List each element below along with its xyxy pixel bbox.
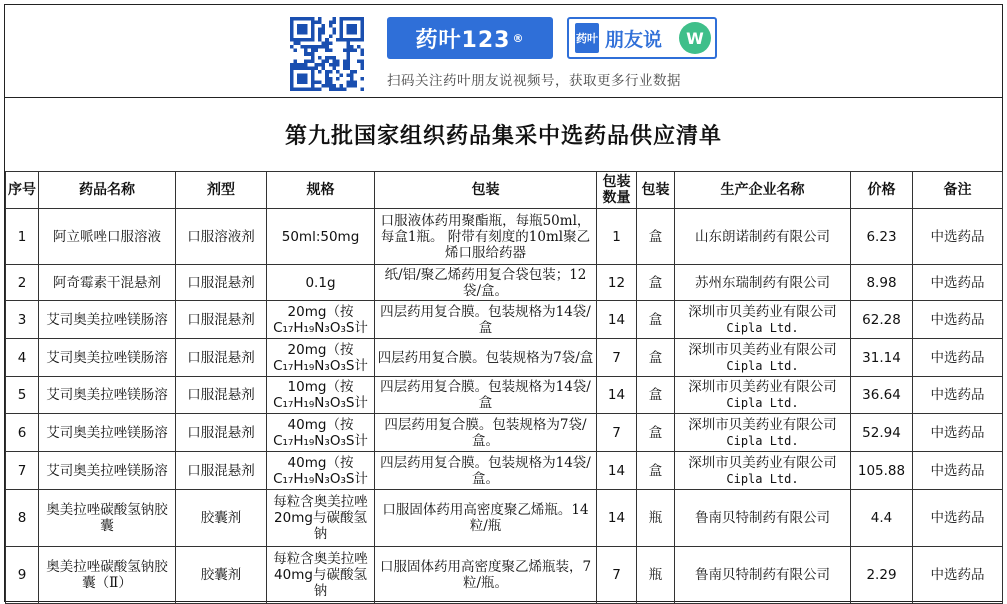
- cell-spec: 0.1g: [267, 265, 375, 301]
- company-partner: Cipla Ltd.: [726, 471, 799, 486]
- cell-no: 4: [6, 339, 39, 377]
- cell-qty: 7: [597, 414, 637, 452]
- cell-note: 中选药品: [913, 490, 1003, 547]
- cell-company: [675, 301, 851, 339]
- company-partner: Cipla Ltd.: [726, 396, 799, 410]
- cell-price: 4.4: [851, 490, 913, 547]
- cell-no: 3: [6, 301, 39, 339]
- cell-company: 鲁南贝特制药有限公司: [675, 490, 851, 547]
- cell-note: 中选药品: [913, 265, 1003, 301]
- column-header-spec: 规格: [267, 172, 375, 209]
- cell-qty: 12: [597, 265, 637, 301]
- banner: [5, 5, 1002, 98]
- cell-package: 纸/铝/聚乙烯药用复合袋包装；12袋/盒。: [375, 265, 597, 301]
- supply-table: [5, 171, 1003, 604]
- cell-name: 艾司奥美拉唑镁肠溶: [39, 452, 176, 490]
- company-partner: Cipla Ltd.: [726, 320, 799, 335]
- cell-spec: 40mg（按C₁₇H₁₉N₃O₃S计: [267, 452, 375, 490]
- document-frame: [4, 4, 1003, 602]
- cell-spec: 50ml:50mg: [267, 209, 375, 265]
- cell-package: 四层药用复合膜。包装规格为14袋/盒。: [375, 452, 597, 490]
- cell-no: 1: [6, 209, 39, 265]
- cell-unit: 盒: [637, 265, 675, 301]
- cell-spec: 10mg（按C₁₇H₁₉N₃O₃S计: [267, 377, 375, 414]
- cell-unit: 瓶: [637, 547, 675, 604]
- company-name: 深圳市贝美药业有限公司: [688, 379, 837, 395]
- cell-qty: 14: [597, 490, 637, 547]
- table-row: [6, 209, 1003, 265]
- table-row: [6, 339, 1003, 377]
- company-name: 深圳市贝美药业有限公司: [688, 303, 837, 320]
- cell-company: 苏州东瑞制药有限公司: [675, 265, 851, 301]
- cell-company: 鲁南贝特制药有限公司: [675, 547, 851, 604]
- cell-note: 中选药品: [913, 377, 1003, 414]
- cell-qty: 1: [597, 209, 637, 265]
- cell-company: [675, 452, 851, 490]
- cell-note: 中选药品: [913, 209, 1003, 265]
- cell-qty: 7: [597, 547, 637, 604]
- partner-logo: [567, 17, 717, 59]
- banner-tagline: 扫码关注药叶朋友说视频号，获取更多行业数据: [387, 73, 681, 89]
- title-bar: [5, 97, 1002, 172]
- cell-package: 口服固体药用高密度聚乙烯瓶。14粒/瓶: [375, 490, 597, 547]
- cell-package: 口服固体药用高密度聚乙烯瓶装，7粒/瓶。: [375, 547, 597, 604]
- company-name: 深圳市贝美药业有限公司: [688, 341, 837, 358]
- cell-package: 四层药用复合膜。包装规格为14袋/盒: [375, 301, 597, 339]
- cell-spec: 40mg（按C₁₇H₁₉N₃O₃S计: [267, 414, 375, 452]
- cell-note: 中选药品: [913, 339, 1003, 377]
- column-header-name: 药品名称: [39, 172, 176, 209]
- cell-name: 阿立哌唑口服溶液: [39, 209, 176, 265]
- cell-unit: 盒: [637, 301, 675, 339]
- page-title: 第九批国家组织药品集采中选药品供应清单: [284, 123, 722, 149]
- cell-note: 中选药品: [913, 414, 1003, 452]
- cell-price: 36.64: [851, 377, 913, 414]
- company-name: 深圳市贝美药业有限公司: [688, 416, 837, 433]
- cell-form: 口服混悬剂: [176, 452, 267, 490]
- column-header-form: 剂型: [176, 172, 267, 209]
- qr-code[interactable]: [290, 17, 364, 91]
- cell-name: 艾司奥美拉唑镁肠溶: [39, 339, 176, 377]
- cell-spec: 20mg（按C₁₇H₁₉N₃O₃S计: [267, 301, 375, 339]
- cell-unit: 盒: [637, 339, 675, 377]
- cell-package: 四层药用复合膜。包装规格为7袋/盒。: [375, 414, 597, 452]
- cell-package: 口服液体药用聚酯瓶，每瓶50ml，每盒1瓶。 附带有刻度的10ml聚乙烯口服给药器: [375, 209, 597, 265]
- cell-form: 口服溶液剂: [176, 209, 267, 265]
- column-header-price: 价格: [851, 172, 913, 209]
- cell-no: 5: [6, 377, 39, 414]
- registered-mark-icon: ®: [512, 31, 525, 45]
- cell-company: [675, 339, 851, 377]
- cell-name: 阿奇霉素干混悬剂: [39, 265, 176, 301]
- partner-logo-text: 朋友说: [605, 28, 663, 51]
- cell-form: 口服混悬剂: [176, 301, 267, 339]
- cell-note: 中选药品: [913, 301, 1003, 339]
- cell-spec: 每粒含奥美拉唑 20mg与碳酸氢钠: [267, 490, 375, 547]
- column-header-unit: 包装: [637, 172, 675, 209]
- cell-name: 艾司奥美拉唑镁肠溶: [39, 301, 176, 339]
- cell-note: 中选药品: [913, 452, 1003, 490]
- table-row: [6, 414, 1003, 452]
- table-row: [6, 301, 1003, 339]
- table-row: [6, 452, 1003, 490]
- cell-name: 艾司奥美拉唑镁肠溶: [39, 377, 176, 414]
- column-header-note: 备注: [913, 172, 1003, 209]
- cell-price: 62.28: [851, 301, 913, 339]
- column-header-qty: 包装数量: [597, 172, 637, 209]
- cell-price: 2.29: [851, 547, 913, 604]
- cell-no: 9: [6, 547, 39, 604]
- cell-price: 31.14: [851, 339, 913, 377]
- company-partner: Cipla Ltd.: [726, 358, 799, 373]
- cell-unit: 盒: [637, 452, 675, 490]
- cell-price: 105.88: [851, 452, 913, 490]
- cell-no: 2: [6, 265, 39, 301]
- column-header-package: 包装: [375, 172, 597, 209]
- cell-company: [675, 377, 851, 414]
- company-partner: Cipla Ltd.: [726, 433, 799, 448]
- cell-qty: 14: [597, 301, 637, 339]
- cell-name: 奥美拉唑碳酸氢钠胶囊: [39, 490, 176, 547]
- cell-form: 胶囊剂: [176, 547, 267, 604]
- table-header-row: [6, 172, 1003, 209]
- column-header-no: 序号: [6, 172, 39, 209]
- cell-unit: 盒: [637, 414, 675, 452]
- cell-no: 8: [6, 490, 39, 547]
- table-row: [6, 377, 1003, 414]
- partner-logo-icon: 药叶: [575, 23, 599, 53]
- cell-qty: 14: [597, 377, 637, 414]
- cell-note: 中选药品: [913, 547, 1003, 604]
- channel-icon: W: [679, 22, 711, 54]
- cell-name: 奥美拉唑碳酸氢钠胶囊（Ⅱ）: [39, 547, 176, 604]
- cell-unit: 盒: [637, 209, 675, 265]
- cell-company: 山东朗诺制药有限公司: [675, 209, 851, 265]
- cell-unit: 盒: [637, 377, 675, 414]
- brand-logo: [387, 17, 553, 59]
- table-body: [6, 209, 1003, 604]
- brand-logo-text: 药叶123: [415, 27, 511, 53]
- cell-package: 四层药用复合膜。包装规格为14袋/盒: [375, 377, 597, 414]
- table-row: [6, 490, 1003, 547]
- cell-no: 6: [6, 414, 39, 452]
- cell-form: 口服混悬剂: [176, 377, 267, 414]
- cell-unit: 瓶: [637, 490, 675, 547]
- cell-spec: 20mg（按C₁₇H₁₉N₃O₃S计: [267, 339, 375, 377]
- cell-name: 艾司奥美拉唑镁肠溶: [39, 414, 176, 452]
- cell-company: [675, 414, 851, 452]
- cell-form: 口服混悬剂: [176, 414, 267, 452]
- cell-spec: 每粒含奥美拉唑 40mg与碳酸氢钠: [267, 547, 375, 604]
- cell-price: 6.23: [851, 209, 913, 265]
- cell-price: 8.98: [851, 265, 913, 301]
- cell-package: 四层药用复合膜。包装规格为7袋/盒: [375, 339, 597, 377]
- cell-no: 7: [6, 452, 39, 490]
- cell-price: 52.94: [851, 414, 913, 452]
- company-name: 深圳市贝美药业有限公司: [688, 454, 837, 471]
- table-row: [6, 265, 1003, 301]
- table-row: [6, 547, 1003, 604]
- cell-qty: 7: [597, 339, 637, 377]
- cell-qty: 14: [597, 452, 637, 490]
- cell-form: 口服混悬剂: [176, 265, 267, 301]
- cell-form: 口服混悬剂: [176, 339, 267, 377]
- column-header-company: 生产企业名称: [675, 172, 851, 209]
- cell-form: 胶囊剂: [176, 490, 267, 547]
